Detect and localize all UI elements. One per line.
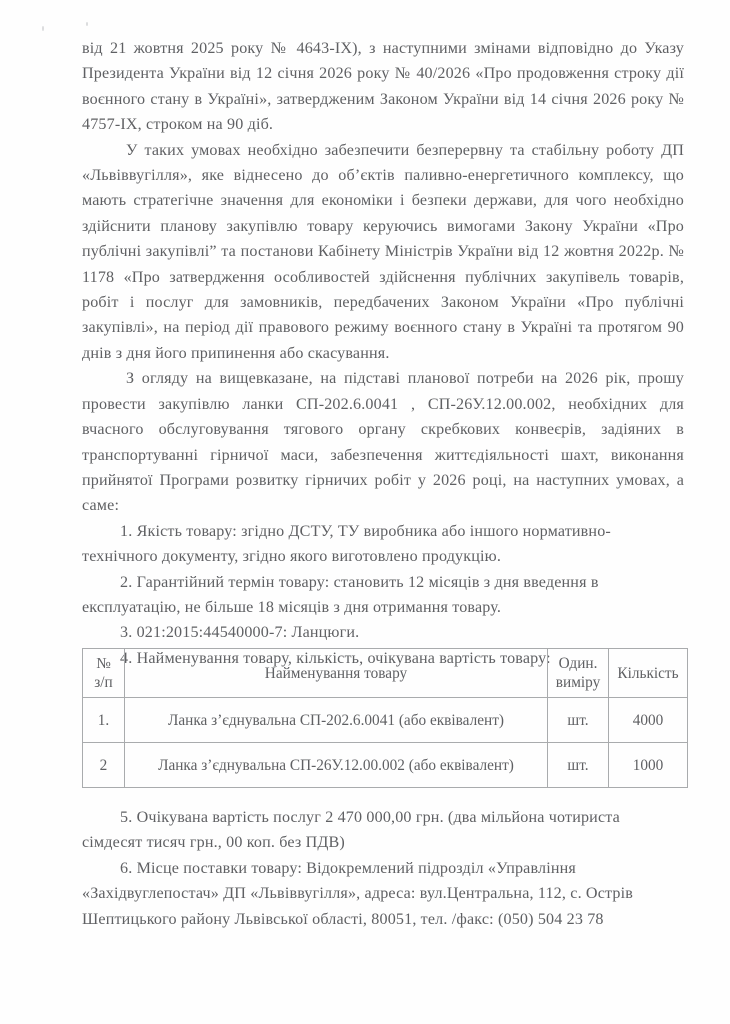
condition-delivery-line1: 6. Місце поставки товару: Відокремлений підрозділ «Управління (120, 859, 576, 877)
table-header-row (83, 649, 688, 698)
column-header-unit-line1: Один. (558, 655, 598, 672)
table-row (83, 698, 688, 743)
paragraph-conditions: У таких умовах необхідно забезпечити безперервну та стабільну роботу ДП «Львіввугілля», яке віднесено до об’єктів паливно-енергетичного комплексу, що мають стратегічне значення для економіки і безпеки держави, для чого необхідно здійснити планову закупівлю товару керуючись вимогами Закону України «Про публічні закупівлі” та постанови Кабінету Міністрів України від 12 жовтня 2022р. № 1178 «Про затвердження особливостей здійснення публічних закупівель товарів, робіт і послуг для замовників, передбачених Законом України «Про публічні закупівлі», на період дії правового режиму воєнного стану в Україні та протягом 90 днів з дня його припинення або скасування. (82, 141, 684, 362)
column-header-number (83, 649, 125, 698)
document-body (82, 36, 684, 671)
scan-artifact-speck (86, 22, 88, 26)
column-header-unit (548, 649, 609, 698)
cell-quantity: 1000 (609, 743, 688, 788)
condition-quality: 1. Якість товару: згідно ДСТУ, ТУ виробника або іншого нормативно-технічного документу, згідно якого виготовлено продукцію. (82, 522, 611, 566)
goods-table (82, 648, 688, 788)
cell-name: Ланка з’єднувальна СП-202.6.0041 (або еквівалент) (125, 698, 548, 743)
condition-items-intro: 4. Найменування товару, кількість, очікувана вартість товару: (120, 649, 551, 667)
column-header-unit-line2: виміру (555, 674, 601, 691)
condition-delivery-line2: «Західвуглепостач» ДП «Львіввугілля», адреса: вул.Центральна, 112, с. Острів (82, 885, 634, 903)
cell-number: 2 (83, 743, 125, 788)
condition-cpv-code: 3. 021:2015:44540000-7: Ланцюги. (120, 624, 360, 642)
condition-cost-line2: сімдесят тисяч грн., 00 коп. без ПДВ) (82, 834, 345, 852)
column-header-quantity: Кількість (609, 649, 688, 698)
cell-unit: шт. (548, 698, 609, 743)
cell-name: Ланка з’єднувальна СП-26У.12.00.002 (або еквівалент) (125, 743, 548, 788)
condition-warranty: 2. Гарантійний термін товару: становить 12 місяців з дня введення в експлуатацію, не більше 18 місяців з дня отримання товару. (82, 573, 599, 616)
document-tail (82, 805, 684, 932)
paragraph-request: З огляду на вищевказане, на підставі планової потреби на 2026 рік, прошу провести закупівлю ланки СП-202.6.0041 , СП-26У.12.00.002, необхідних для вчасного обслуговування тягового органу скребкових конвеєрів, задіяних в транспортуванні гірничої маси, забезпечення життєдіяльності шахт, виконання прийнятої Програми розвитку гірничих робіт у 2026 році, на наступних умовах, а саме: (82, 370, 684, 515)
column-header-number-line2: з/п (94, 674, 113, 691)
cell-unit: шт. (548, 743, 609, 788)
condition-cost-line1: 5. Очікувана вартість послуг 2 470 000,00 грн. (два мільйона чотириста (120, 809, 620, 826)
column-header-name: Найменування товару (125, 649, 548, 698)
scan-artifact-speck (42, 26, 44, 31)
table-row (83, 743, 688, 788)
column-header-number-line1: № (96, 655, 111, 672)
cell-number: 1. (83, 698, 125, 743)
condition-delivery-line3: Шептицького району Львівської області, 80051, тел. /факс: (050) 504 23 78 (82, 910, 604, 928)
cell-quantity: 4000 (609, 698, 688, 743)
paragraph-war-law: від 21 жовтня 2025 року № 4643-ІХ), з наступними змінами відповідно до Указу Президента України від 12 січня 2026 року № 40/2026 «Про продовження строку дії воєнного стану в Україні», затвердженим Законом України від 14 січня 2026 року № 4757-ІХ, строком на 90 діб. (82, 40, 684, 134)
